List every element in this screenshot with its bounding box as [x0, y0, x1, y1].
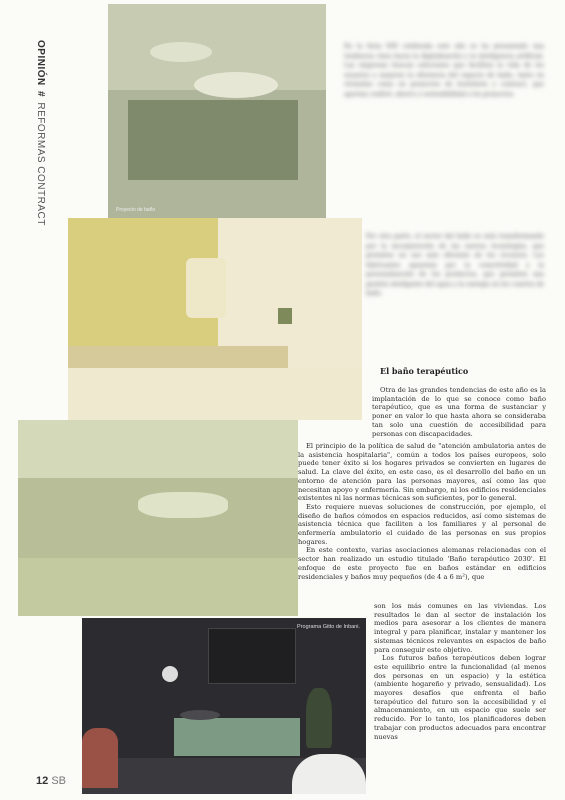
paragraph-4b: son los más comunes en las viviendas. Los resultados le dan al sector de instalación los medios para asesorar a los clientes de manera integral y para planificar, instalar y mantener los sistemas técnicos relevantes en espacios de baño para conseguir este objetivo.	[374, 602, 546, 654]
paragraph-1: Otra de las grandes tendencias de este año es la implantación de lo que se conoce como baño terapéutico, que es una forma de sustanciar y poner en valor lo que hasta ahora se consideraba tan solo una cuestión de accesibilidad para personas con discapacidades.	[372, 386, 546, 438]
article-column-1	[372, 386, 546, 438]
photo-bathroom-sink-top	[108, 4, 326, 219]
section-label	[26, 40, 46, 226]
blurred-text-column-middle: Por otra parte, el sector del baño se está transformando por la incorporación de las nuevas tecnologías, que permiten un uso más eficiente de los recursos. Los fabricantes apuestan por la conectividad y la personalización de los productos, que permiten una gestión inteligente del agua y la energía en los cuartos de baño.	[366, 233, 544, 297]
paragraph-2: El principio de la política de salud de "atención ambulatoria antes de la asistencia hospitalaria", común a todos los países europeos, solo puede tener éxito si los hogares privados se convierten en lugares de salud. La clave del éxito, en este caso, es el desarrollo del baño en un entorno de atención para las personas mayores, así como las que necesitan apoyo y enfermería. Sin embargo, ni los edificios residenciales existentes ni las normas técnicas son suficientes, por lo general.	[298, 442, 546, 503]
blurred-text-column-top: En la feria ISH celebrada este año se ha presentado una tendencia clara hacia la digitalización y la inteligencia artificial. Las empresas buscan soluciones que faciliten la vida de los usuarios y mejoren la eficiencia del espacio de baño, tanto en viviendas como en proyectos de hostelería y contract, que aportan confort, ahorro y sostenibilidad a los proyectos.	[344, 43, 544, 98]
photo-caption-bottom: Programa Gitto de Inbani.	[297, 624, 360, 630]
paragraph-4a: En este contexto, varias asociaciones alemanas relacionadas con el sector han realizado un estudio titulado 'Baño terapéutico 2030'. El enfoque de este proyecto fue en baños estándar en edificios residenciales y baños muy pequeños (de 4 a 6 m²), que	[298, 546, 546, 581]
section-name: OPINIÓN	[35, 40, 46, 86]
article-column-3	[374, 602, 546, 741]
section-heading: El baño terapéutico	[380, 366, 469, 376]
page-number: 12	[36, 775, 49, 787]
photo-caption-top: Proyecto de baño	[116, 207, 156, 213]
article-column-2	[298, 442, 546, 581]
section-separator: #	[35, 91, 46, 98]
photo-yellow-bathroom	[68, 218, 362, 420]
photo-green-vanity	[18, 420, 298, 616]
subsection-name: REFORMAS CONTRACT	[35, 102, 46, 226]
magazine-name: SB	[51, 775, 66, 787]
paragraph-3: Esto requiere nuevas soluciones de construcción, por ejemplo, el diseño de baños cómodos en espacios reducidos, así como sistemas de asistencia técnica que faciliten a los familiares y al personal de enfermería ambulatorio el cuidado de las personas en sus propios hogares.	[298, 502, 546, 546]
page-footer	[36, 775, 66, 787]
paragraph-5: Los futuros baños terapéuticos deben lograr este equilibrio entre la funcionalidad (al menos dos personas en un espacio) y la estética (ambiente hogareño y privado, sensualidad). Los mayores desafíos que enfrenta el baño terapéutico del futuro son la accesibilidad y el almacenamiento, en un espacio que suele ser reducido. Por lo tanto, los planificadores deben trabajar con productos adecuados para encontrar nuevas	[374, 654, 546, 741]
photo-dark-bathroom	[82, 618, 366, 794]
